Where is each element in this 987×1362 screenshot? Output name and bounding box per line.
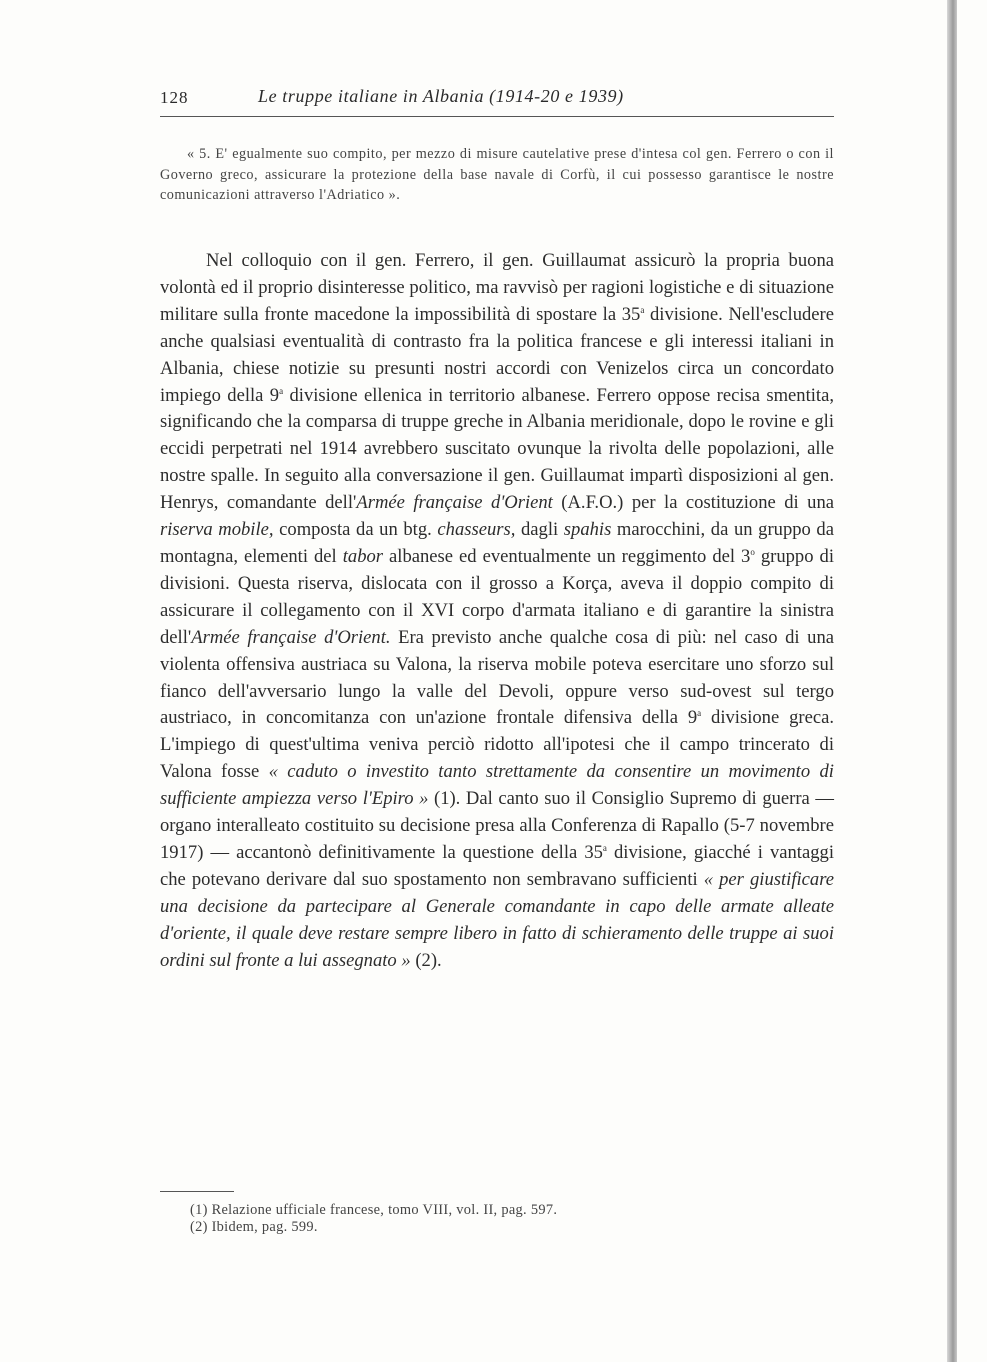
text-run: albanese ed eventualmente un reggimento del 3 [383, 545, 751, 567]
footnotes [190, 1202, 830, 1236]
italic-run: Armée française d'Orient [356, 492, 553, 514]
ordinal-mark: a [602, 842, 607, 853]
body-paragraph [160, 248, 834, 974]
italic-run: Armée française d'Orient. [191, 626, 391, 648]
text-run: dagli [515, 519, 564, 541]
text-run: divisione, giacché i vantaggi che potevano derivare dal suo spostamento non sembravano sufficienti [160, 841, 834, 890]
ordinal-mark: a [697, 708, 702, 719]
quote-paragraph: « 5. E' egualmente suo compito, per mezzo di misure cautelative prese d'intesa col gen. Ferrero o con il Governo greco, assicurare la protezione della base navale di Corfù, il cui possesso garantisce le nostre comunicazioni attraverso l'Adriatico ». [160, 146, 834, 203]
text-run: divisione. Nell'escludere anche qualsiasi eventualità di contrasto fra la politica francese e gli interessi italiani in Albania, chiese notizie su presunti nostri accordi con Venizelos circa un concordato impiego della 9 [160, 303, 835, 406]
italic-run: « per giustificare una decisione da partecipare al Generale comandante in capo delle armate alleate d'oriente, il quale deve restare sempre libero in fatto di schieramento delle truppe ai suoi ordini sul fronte a lui assegnato » [160, 868, 834, 971]
italic-run: tabor [342, 545, 384, 567]
footnote-divider [160, 1191, 234, 1192]
italic-run: spahis [563, 519, 612, 541]
italic-run: riserva mobile, [160, 519, 274, 541]
page-edge-shadow [947, 0, 957, 1362]
footnote-2: (2) Ibidem, pag. 599. [190, 1219, 318, 1235]
page-number: 128 [160, 88, 189, 107]
text-run: (1). Dal canto suo il Consiglio Supremo di guerra — organo interalleato costituito su decisione presa alla Conferenza di Rapallo (5-7 novembre 1917) — accantonò definitivamente la questione della 35 [160, 788, 834, 863]
text-run: (2). [410, 949, 442, 971]
ordinal-mark: a [640, 304, 645, 315]
footnote-1: (1) Relazione ufficiale francese, tomo VIII, vol. II, pag. 597. [190, 1202, 558, 1218]
page-header [160, 86, 834, 117]
text-run: Nel colloquio con il gen. Ferrero, il gen. Guillaumat assicurò la propria buona volontà ed il proprio disinteresse politico, ma ravvisò per ragioni logistiche e di situazione militare sulla fronte macedone la impossibilità di spostare la 35 [160, 250, 834, 325]
text-run: composta da un btg. [273, 519, 438, 541]
text-run: divisione greca. L'impiego di quest'ultima veniva perciò ridotto all'ipotesi che il campo trincerato di Valona fosse [160, 707, 834, 783]
text-run: Era previsto anche qualche cosa di più: nel caso di una violenta offensiva austriaca su Valona, la riserva mobile poteva esercitare uno sforzo sul fianco dell'avversario lungo la valle del Devoli, oppure verso sud-ovest sul tergo austriaco, in concomitanza con un'azione frontale difensiva della 9 [160, 626, 834, 729]
main-text [160, 248, 834, 974]
italic-run: « caduto o investito tanto strettamente da consentire un movimento di sufficiente ampiezza verso l'Epiro » [160, 761, 834, 810]
text-run: (A.F.O.) per la costituzione di una [552, 492, 834, 514]
text-run: marocchini, da un gruppo da montagna, elementi del [160, 519, 834, 567]
running-title: Le truppe italiane in Albania (1914-20 e 1939) [258, 86, 624, 106]
quoted-directive [160, 144, 834, 206]
text-run: divisione ellenica in territorio albanese. Ferrero oppose recisa smentita, significando che la comparsa di truppe greche in Albania meridionale, dopo le rovine e gli eccidi perpetrati nel 1914 avrebbero suscitato ovunque la rivolta delle popolazioni, alle nostre spalle. In seguito alla conversazione il gen. Guillaumat impartì disposizioni al gen. Henrys, comandante dell' [160, 384, 834, 514]
text-run: gruppo di divisioni. Questa riserva, dislocata con il grosso a Korça, aveva il doppio compito di assicurare il collegamento con il XVI corpo d'armata italiano e di garantire la sinistra dell' [160, 545, 834, 648]
ordinal-mark: o [750, 546, 755, 557]
ordinal-mark: a [279, 385, 284, 396]
italic-run: chasseurs, [437, 519, 516, 541]
